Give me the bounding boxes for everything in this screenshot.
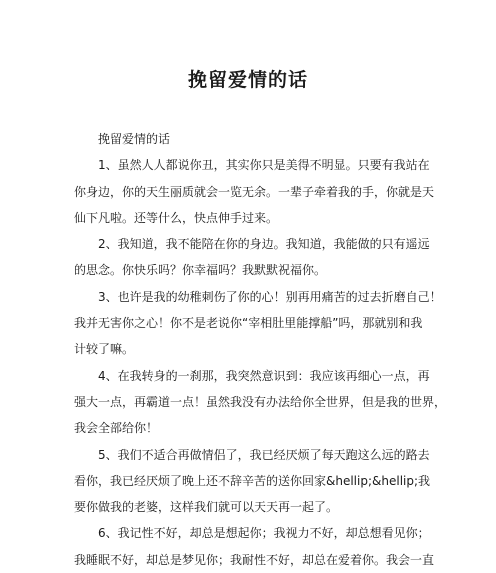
text-line: 6、我记性不好，却总是想起你；我视力不好，却总想看见你；: [98, 526, 430, 541]
document-body: [74, 126, 447, 573]
text-line: 仙下凡啦。还等什么，快点伸手过来。: [74, 210, 279, 225]
text-line: 你身边，你的天生丽质就会一览无余。一辈子牵着我的手，你就是天: [74, 184, 435, 199]
text-line: 的思念。你快乐吗？你幸福吗？我默默祝福你。: [74, 263, 327, 278]
document-title: 挽留爱情的话: [187, 69, 308, 91]
text-line: 挽留爱情的话: [98, 132, 171, 146]
text-line: 强大一点，再霸道一点！虽然我没有办法给你全世界，但是我的世界，: [74, 394, 447, 409]
text-line: 我并无害你之心！你不是老说你“宰相肚里能撑船”吗，那就别和我: [74, 316, 423, 331]
text-line: 3、也许是我的幼稚刺伤了你的心！别再用痛苦的过去折磨自己！: [98, 289, 442, 304]
text-line: 4、在我转身的一刹那，我突然意识到：我应该再细心一点，再: [98, 368, 430, 383]
text-line: 我会全部给你！: [74, 421, 159, 436]
text-line: 2、我知道，我不能陪在你的身边。我知道，我能做的只有遥远: [98, 237, 430, 252]
text-line: 计较了嘛。: [74, 342, 135, 357]
text-line: 我睡眠不好，却总是梦见你；我耐性不好，却总在爱着你。我会一直: [74, 552, 435, 567]
text-line: 看你，我已经厌烦了晚上还不辞辛苦的送你回家&hellip;&hellip;我: [74, 473, 431, 488]
text-line: 1、虽然人人都说你丑，其实你只是美得不明显。只要有我站在: [98, 158, 430, 173]
text-line: 5、我们不适合再做情侣了，我已经厌烦了每天跑这么远的路去: [98, 447, 430, 462]
text-line: 要你做我的老婆，这样我们就可以天天再一起了。: [74, 500, 339, 515]
